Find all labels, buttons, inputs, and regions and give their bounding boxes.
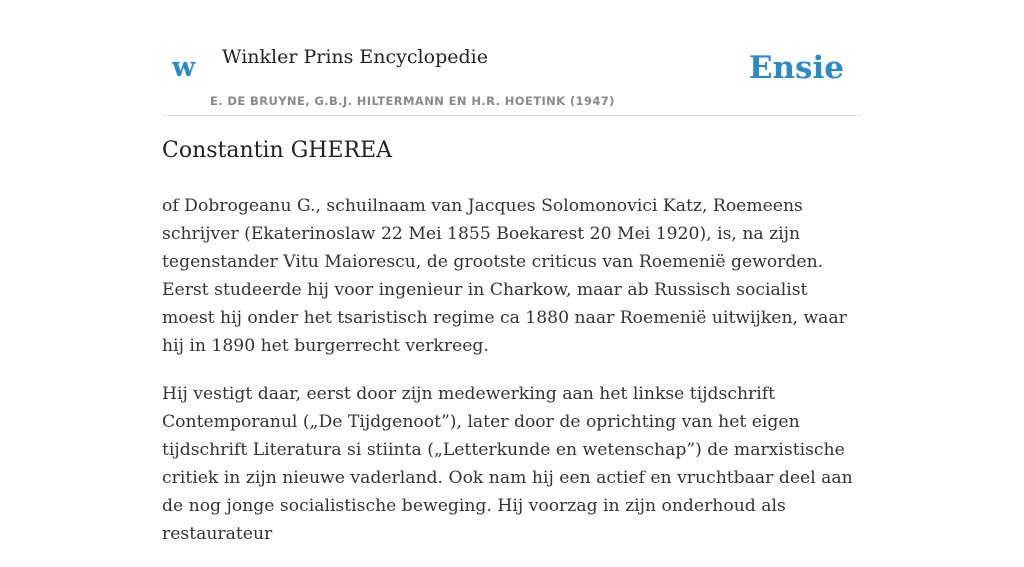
source-header xyxy=(162,30,862,116)
source-title[interactable]: Winkler Prins Encyclopedie xyxy=(222,46,488,68)
source-authors: E. DE BRUYNE, G.B.J. HILTERMANN EN H.R. HOETINK (1947) xyxy=(210,94,615,108)
article-title: Constantin GHEREA xyxy=(162,138,393,163)
article-body xyxy=(162,192,862,567)
article-paragraph: Hij vestigt daar, eerst door zijn medewerking aan het linkse tijdschrift Contemporanul („De Tijdgenoot”), later door de oprichting van het eigen tijdschrift Literatura si stiinta („Letterkunde en wetenschap”) de marxistische critiek in zijn nieuwe vaderland. Ook nam hij een actief en vruchtbaar deel aan de nog jonge socialistische beweging. Hij voorzag in zijn onderhoud als restaurateur xyxy=(162,383,853,545)
winkler-prins-logo[interactable]: w xyxy=(172,52,196,83)
article-paragraph: of Dobrogeanu G., schuilnaam van Jacques Solomonovici Katz, Roemeens schrijver (Ekaterinoslaw 22 Mei 1855 Boekarest 20 Mei 1920), is, na zijn tegenstander Vitu Maiorescu, de grootste criticus van Roemenië geworden. Eerst studeerde hij voor ingenieur in Charkow, maar ab Russisch socialist moest hij onder het tsaristisch regime ca 1880 naar Roemenië uitwijken, waar hij in 1890 het burgerrecht verkreeg. xyxy=(162,196,847,357)
ensie-logo[interactable]: Ensie xyxy=(748,50,844,86)
